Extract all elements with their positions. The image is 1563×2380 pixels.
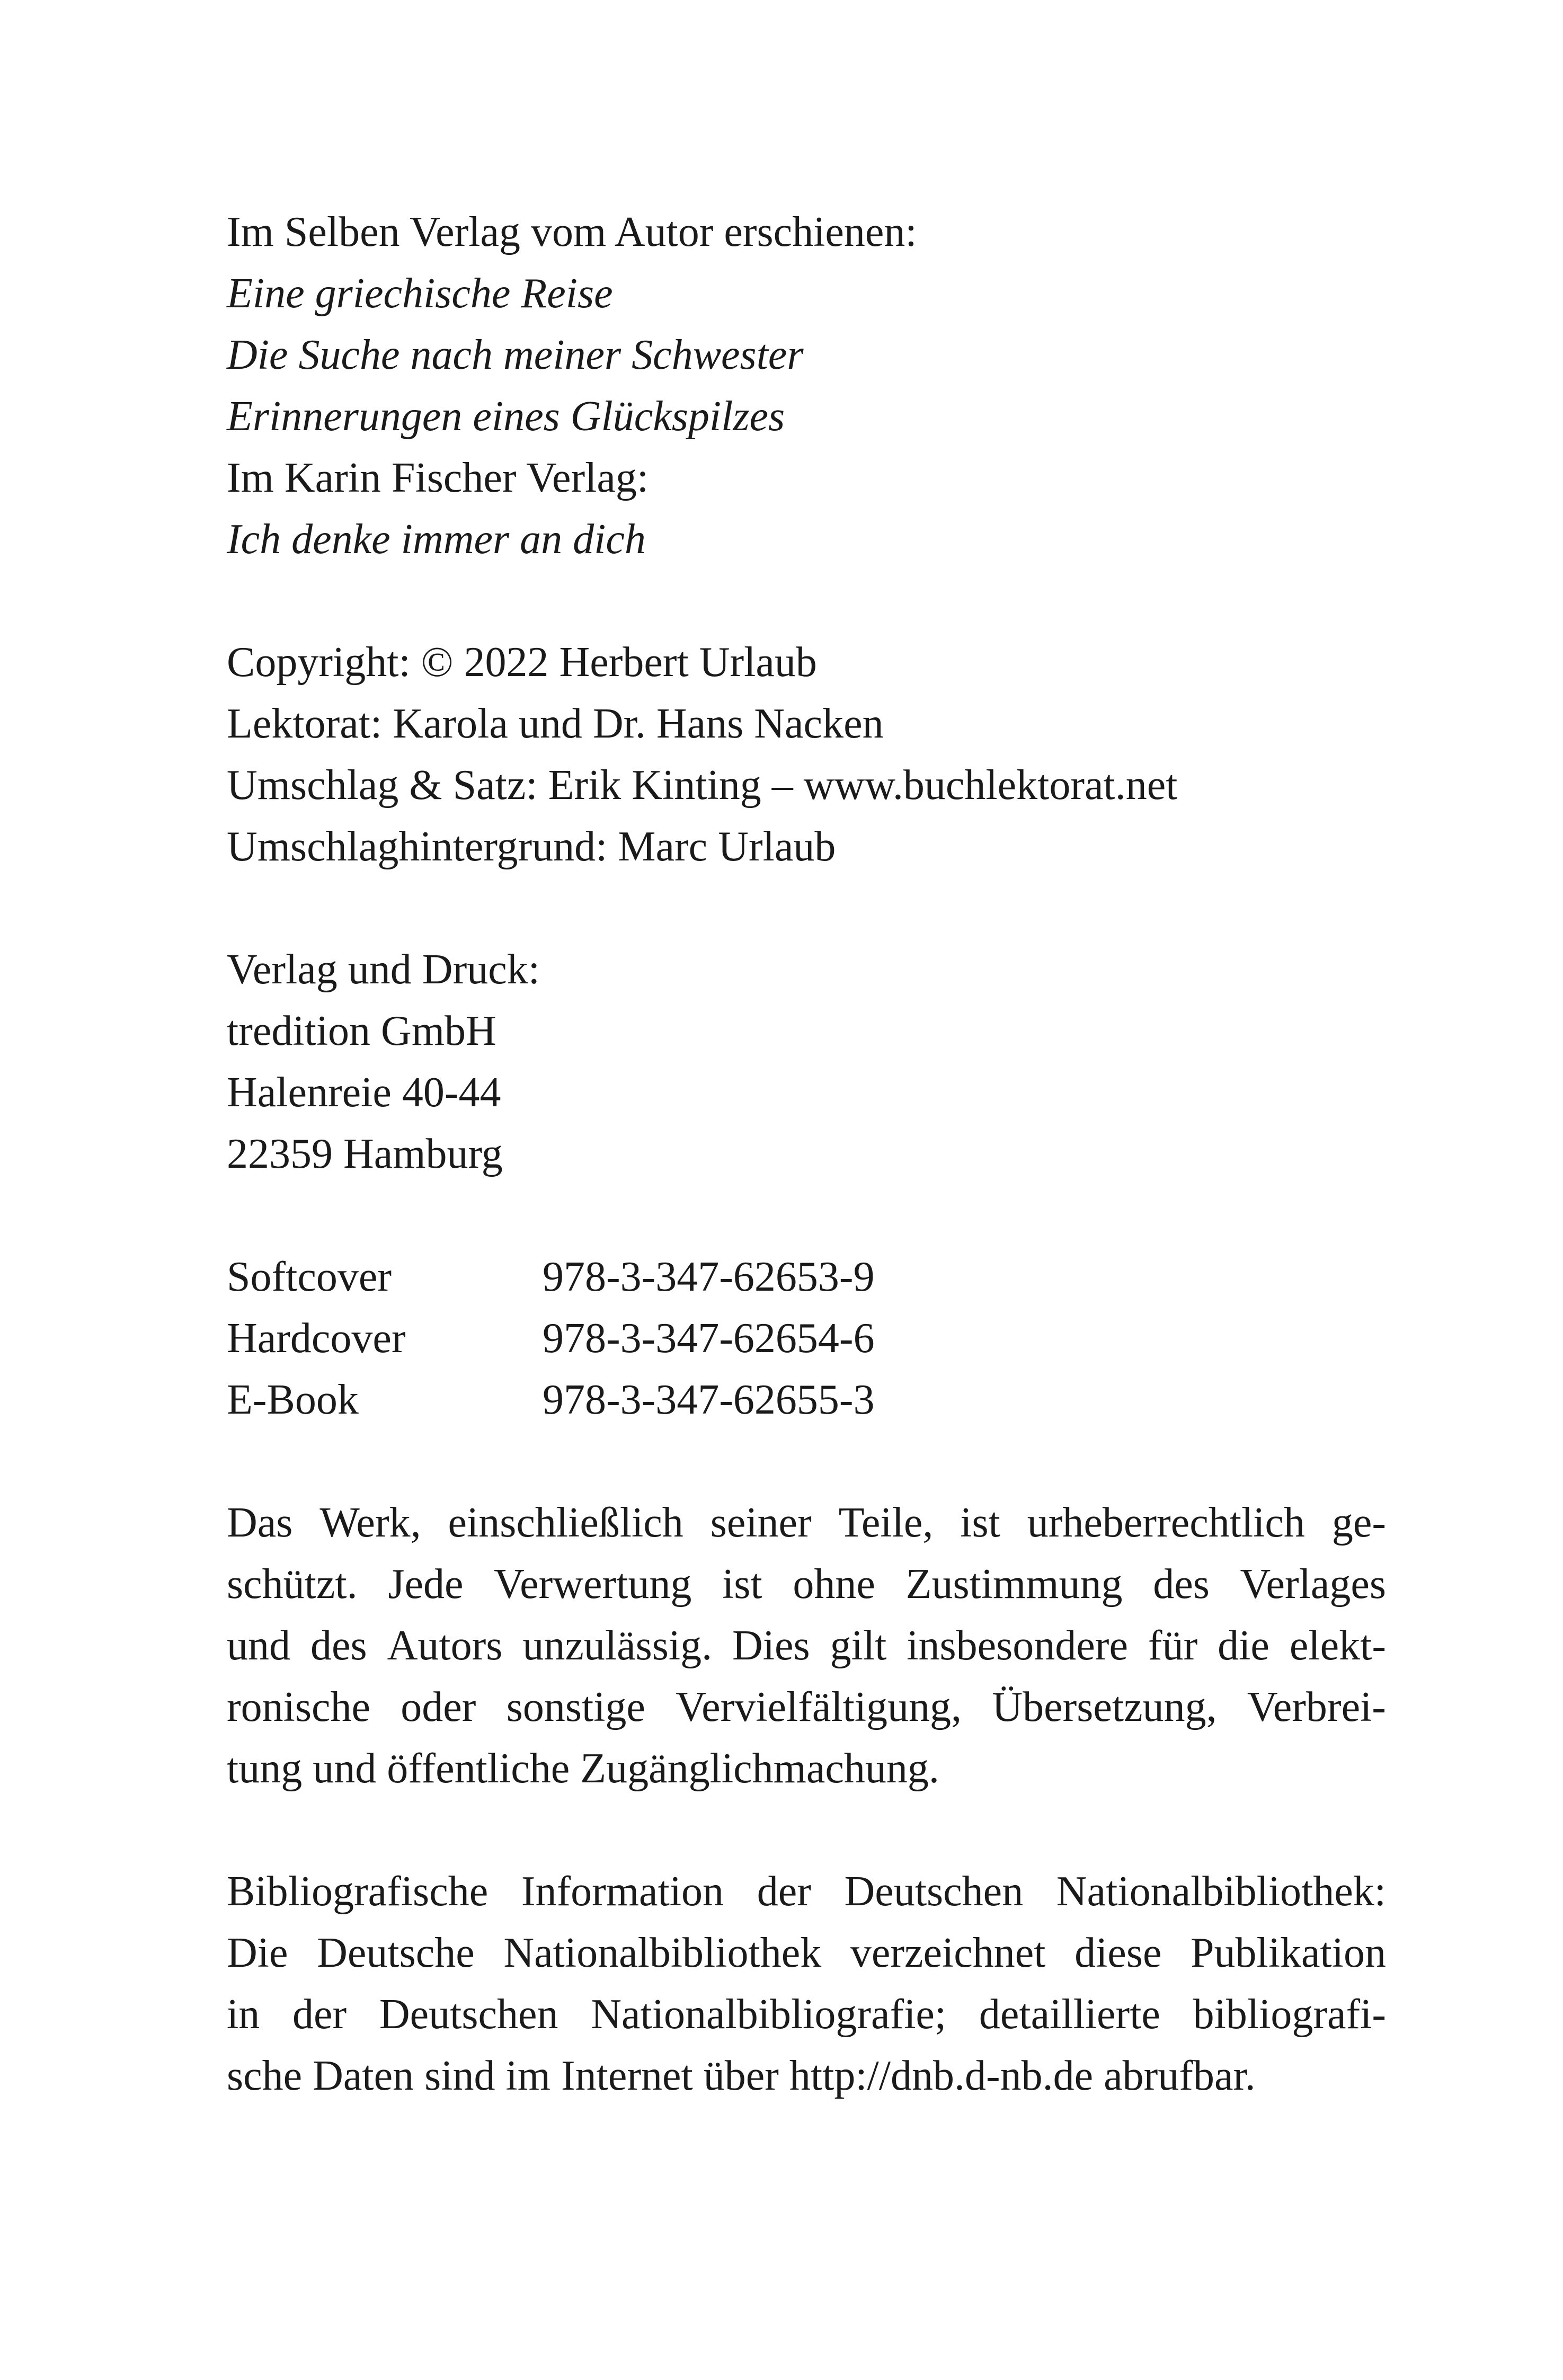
publisher-section: [227, 939, 1386, 1185]
word: des: [1153, 1561, 1210, 1608]
word: Information: [521, 1868, 724, 1915]
word: ronische: [227, 1684, 371, 1730]
word: Deutsche: [317, 1930, 475, 1976]
word: ist: [960, 1499, 1000, 1546]
word: und: [227, 1622, 290, 1669]
dnb-notice-line: sche Daten sind im Internet über http://dnb.d-nb.de abrufbar.: [227, 2053, 1256, 2099]
copyright-line: Copyright: © 2022 Herbert Urlaub: [227, 639, 817, 686]
word: Deutschen: [379, 1991, 558, 2038]
word: Verwertung: [494, 1561, 692, 1608]
word: Nationalbibliografie;: [591, 1991, 947, 2038]
word: ist: [722, 1561, 762, 1608]
word: Verlages: [1240, 1561, 1386, 1608]
word: gilt: [830, 1622, 887, 1669]
credits-section: [227, 632, 1386, 877]
word: ohne: [793, 1561, 875, 1608]
isbn-format: E-Book: [227, 1377, 359, 1423]
word: Das: [227, 1499, 293, 1546]
isbn-number: 978-3-347-62655-3: [543, 1377, 875, 1423]
rights-notice: [227, 1492, 1386, 1799]
publisher-heading: Verlag und Druck:: [227, 946, 540, 993]
word: Vervielfältigung,: [676, 1684, 962, 1730]
word: Deutschen: [844, 1868, 1024, 1915]
other-publisher-heading: Im Karin Fischer Verlag:: [227, 455, 649, 501]
word: Publikation: [1191, 1930, 1386, 1976]
word: verzeichnet: [850, 1930, 1046, 1976]
word: Nationalbibliothek: [503, 1930, 822, 1976]
word: in: [227, 1991, 260, 2038]
word: insbesondere: [907, 1622, 1128, 1669]
word: Bibliografische: [227, 1868, 489, 1915]
isbn-number: 978-3-347-62654-6: [543, 1315, 875, 1362]
lektorat-line: Lektorat: Karola und Dr. Hans Nacken: [227, 700, 884, 747]
word: urheberrechtlich: [1027, 1499, 1305, 1546]
isbn-format: Softcover: [227, 1254, 392, 1300]
dnb-notice-line: [227, 1984, 1386, 2045]
publisher-name: tredition GmbH: [227, 1008, 496, 1054]
other-works-heading: Im Selben Verlag vom Autor erschienen:: [227, 209, 917, 255]
isbn-row: [227, 1308, 1386, 1369]
word: detaillierte: [979, 1991, 1160, 2038]
word: Dies: [732, 1622, 810, 1669]
word: Werk,: [319, 1499, 421, 1546]
isbn-number: 978-3-347-62653-9: [543, 1254, 875, 1300]
word: oder: [401, 1684, 476, 1730]
word: unzulässig.: [522, 1622, 713, 1669]
rights-notice-line: [227, 1553, 1386, 1615]
rights-notice-line: [227, 1676, 1386, 1738]
word: ge-: [1331, 1499, 1386, 1546]
dnb-notice: [227, 1861, 1386, 2107]
word: sonstige: [506, 1684, 645, 1730]
word: der: [292, 1991, 347, 2038]
cover-design-line: Umschlag & Satz: Erik Kinting – www.buchlektorat.net: [227, 762, 1178, 809]
dnb-notice-line: [227, 1922, 1386, 1984]
rights-notice-line: tung und öffentliche Zugänglichmachung.: [227, 1745, 939, 1792]
word: schützt.: [227, 1561, 358, 1608]
word: der: [757, 1868, 811, 1915]
word: für: [1148, 1622, 1198, 1669]
word: des: [310, 1622, 367, 1669]
rights-notice-line: [227, 1615, 1386, 1676]
book-title: Ich denke immer an dich: [227, 516, 646, 563]
dnb-notice-line: [227, 1861, 1386, 1922]
word: seiner: [710, 1499, 812, 1546]
imprint-page: [227, 201, 1386, 2107]
word: Autors: [387, 1622, 503, 1669]
book-title: Erinnerungen eines Glückspilzes: [227, 393, 785, 440]
rights-notice-line: [227, 1492, 1386, 1553]
isbn-section: [227, 1246, 1386, 1431]
isbn-row: [227, 1246, 1386, 1308]
word: elekt-: [1289, 1622, 1386, 1669]
word: Nationalbibliothek:: [1056, 1868, 1386, 1915]
word: Teile,: [838, 1499, 934, 1546]
word: Verbrei-: [1247, 1684, 1386, 1730]
word: diese: [1074, 1930, 1162, 1976]
book-title: Eine griechische Reise: [227, 270, 613, 317]
cover-background-line: Umschlaghintergrund: Marc Urlaub: [227, 823, 836, 870]
isbn-row: [227, 1369, 1386, 1431]
publisher-city: 22359 Hamburg: [227, 1131, 503, 1177]
word: einschließlich: [448, 1499, 683, 1546]
publisher-street: Halenreie 40-44: [227, 1069, 501, 1116]
word: Zustimmung: [905, 1561, 1123, 1608]
isbn-format: Hardcover: [227, 1315, 406, 1362]
word: die: [1218, 1622, 1269, 1669]
other-works-section: [227, 201, 1386, 570]
word: Die: [227, 1930, 288, 1976]
word: Jede: [388, 1561, 464, 1608]
word: bibliografi-: [1193, 1991, 1386, 2038]
book-title: Die Suche nach meiner Schwester: [227, 332, 804, 378]
word: Übersetzung,: [992, 1684, 1217, 1730]
